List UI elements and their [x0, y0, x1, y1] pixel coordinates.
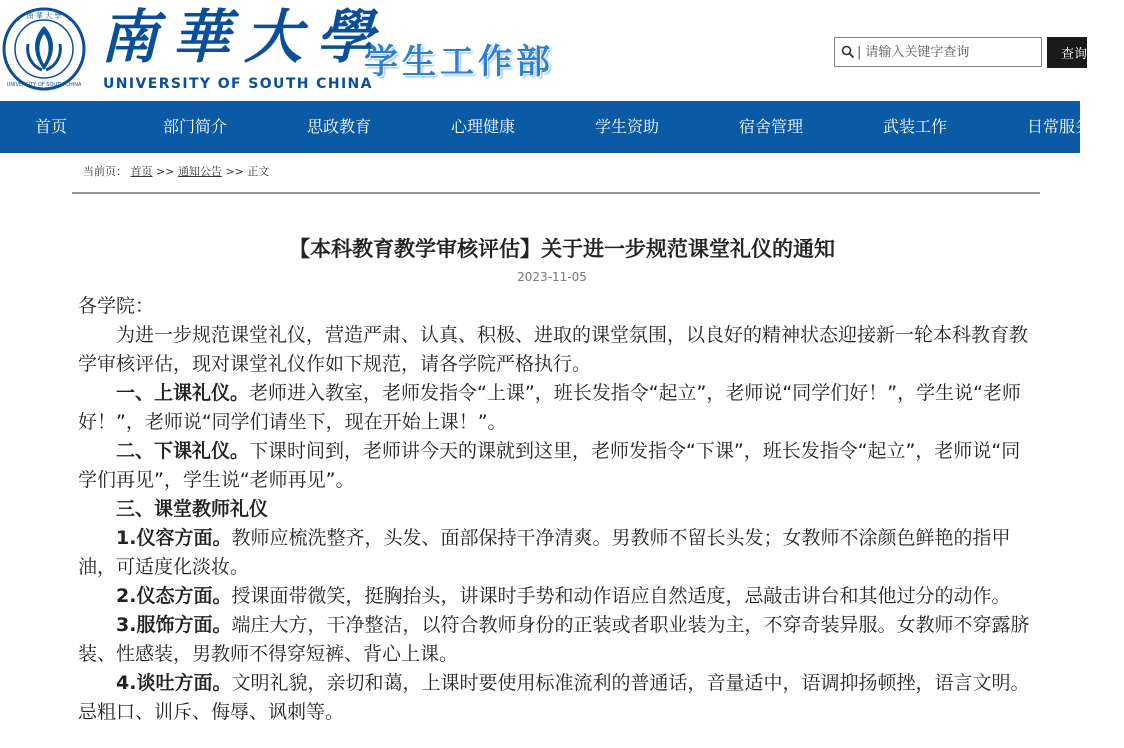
svg-text:UNIVERSITY OF SOUTH CHINA: UNIVERSITY OF SOUTH CHINA	[6, 82, 82, 88]
main-nav	[0, 101, 1092, 153]
article-title: 【本科教育教学审核评估】关于进一步规范课堂礼仪的通知	[289, 237, 835, 261]
university-name-en: UNIVERSITY OF SOUTH CHINA	[103, 76, 373, 92]
search-box	[834, 37, 1042, 67]
search-icon	[841, 45, 855, 59]
section-heading: 二、下课礼仪。	[116, 440, 250, 462]
article-section	[78, 582, 1038, 611]
breadcrumb-prefix: 当前页：	[83, 165, 127, 178]
article-date: 2023-11-05	[517, 270, 587, 284]
article-section	[78, 669, 1038, 727]
article-section	[78, 495, 1038, 524]
section-heading: 一、上课礼仪。	[116, 382, 250, 404]
breadcrumb-section-link[interactable]: 通知公告	[177, 165, 222, 178]
breadcrumb	[83, 163, 269, 179]
svg-text:南 華 大 學: 南 華 大 學	[26, 12, 62, 20]
nav-item-financial-aid[interactable]: 学生资助	[595, 117, 660, 136]
article-section	[78, 437, 1038, 495]
article-section	[78, 379, 1038, 437]
nav-item-daily-services[interactable]: 日常服务	[1027, 117, 1092, 136]
nav-item-about[interactable]: 部门简介	[163, 117, 228, 136]
section-text: 教师应梳洗整齐，头发、面部保持干净清爽。男教师不留长头发；女教师不涂颜色鲜艳的指甲油，可适度化淡妆。	[78, 527, 1011, 578]
search-button[interactable]: 查询	[1047, 37, 1087, 68]
breadcrumb-separator: >>	[225, 165, 244, 178]
nav-item-ideology[interactable]: 思政教育	[307, 117, 372, 136]
university-emblem-icon[interactable]	[2, 4, 86, 94]
section-heading: 4.谈吐方面。	[116, 672, 232, 694]
site-header	[0, 0, 1088, 101]
university-name-cn: 南華大學	[100, 3, 389, 71]
section-text: 下课时间到，老师讲今天的课就到这里，老师发指令“下课”，班长发指令“起立”，老师说“同学们再见”，学生说“老师再见”。	[78, 440, 1021, 491]
search-input[interactable]	[865, 45, 1035, 60]
breadcrumb-home-link[interactable]: 首页	[130, 165, 153, 178]
article-section	[78, 524, 1038, 582]
nav-item-dormitory[interactable]: 宿舍管理	[739, 117, 804, 136]
breadcrumb-separator: >>	[156, 165, 175, 178]
breadcrumb-current: 正文	[247, 165, 270, 178]
section-heading: 1.仪容方面。	[116, 527, 232, 549]
section-text: 端庄大方，干净整洁，以符合教师身份的正装或者职业装为主，不穿奇装异服。女教师不穿露脐装、性感装，男教师不得穿短裤、背心上课。	[78, 614, 1030, 665]
search-separator: |	[857, 44, 862, 60]
nav-item-armed-forces[interactable]: 武装工作	[883, 117, 948, 136]
content-divider	[72, 192, 1040, 194]
article-intro: 为进一步规范课堂礼仪，营造严肃、认真、积极、进取的课堂氛围，以良好的精神状态迎接新一轮本科教育教学审核评估，现对课堂礼仪作如下规范，请各学院严格执行。	[78, 324, 1029, 375]
section-text: 老师进入教室，老师发指令“上课”，班长发指令“起立”，老师说“同学们好！”，学生说“老师好！”，老师说“同学们请坐下，现在开始上课！”。	[78, 382, 1021, 433]
article-section	[78, 611, 1038, 669]
article-body	[78, 292, 1038, 727]
article-salutation: 各学院：	[78, 295, 155, 317]
department-name: 学生工作部	[364, 42, 554, 82]
section-heading: 三、课堂教师礼仪	[116, 498, 269, 520]
section-heading: 2.仪态方面。	[116, 585, 232, 607]
section-heading: 3.服饰方面。	[116, 614, 232, 636]
section-text: 文明礼貌，亲切和蔼，上课时要使用标准流利的普通话，音量适中，语调抑扬顿挫，语言文明。忌粗口、训斥、侮辱、讽刺等。	[78, 672, 1030, 723]
nav-item-mental-health[interactable]: 心理健康	[451, 117, 516, 136]
section-text: 授课面带微笑，挺胸抬头，讲课时手势和动作语应自然适度，忌敲击讲台和其他过分的动作。	[231, 585, 1011, 607]
nav-item-home[interactable]: 首页	[35, 117, 68, 136]
